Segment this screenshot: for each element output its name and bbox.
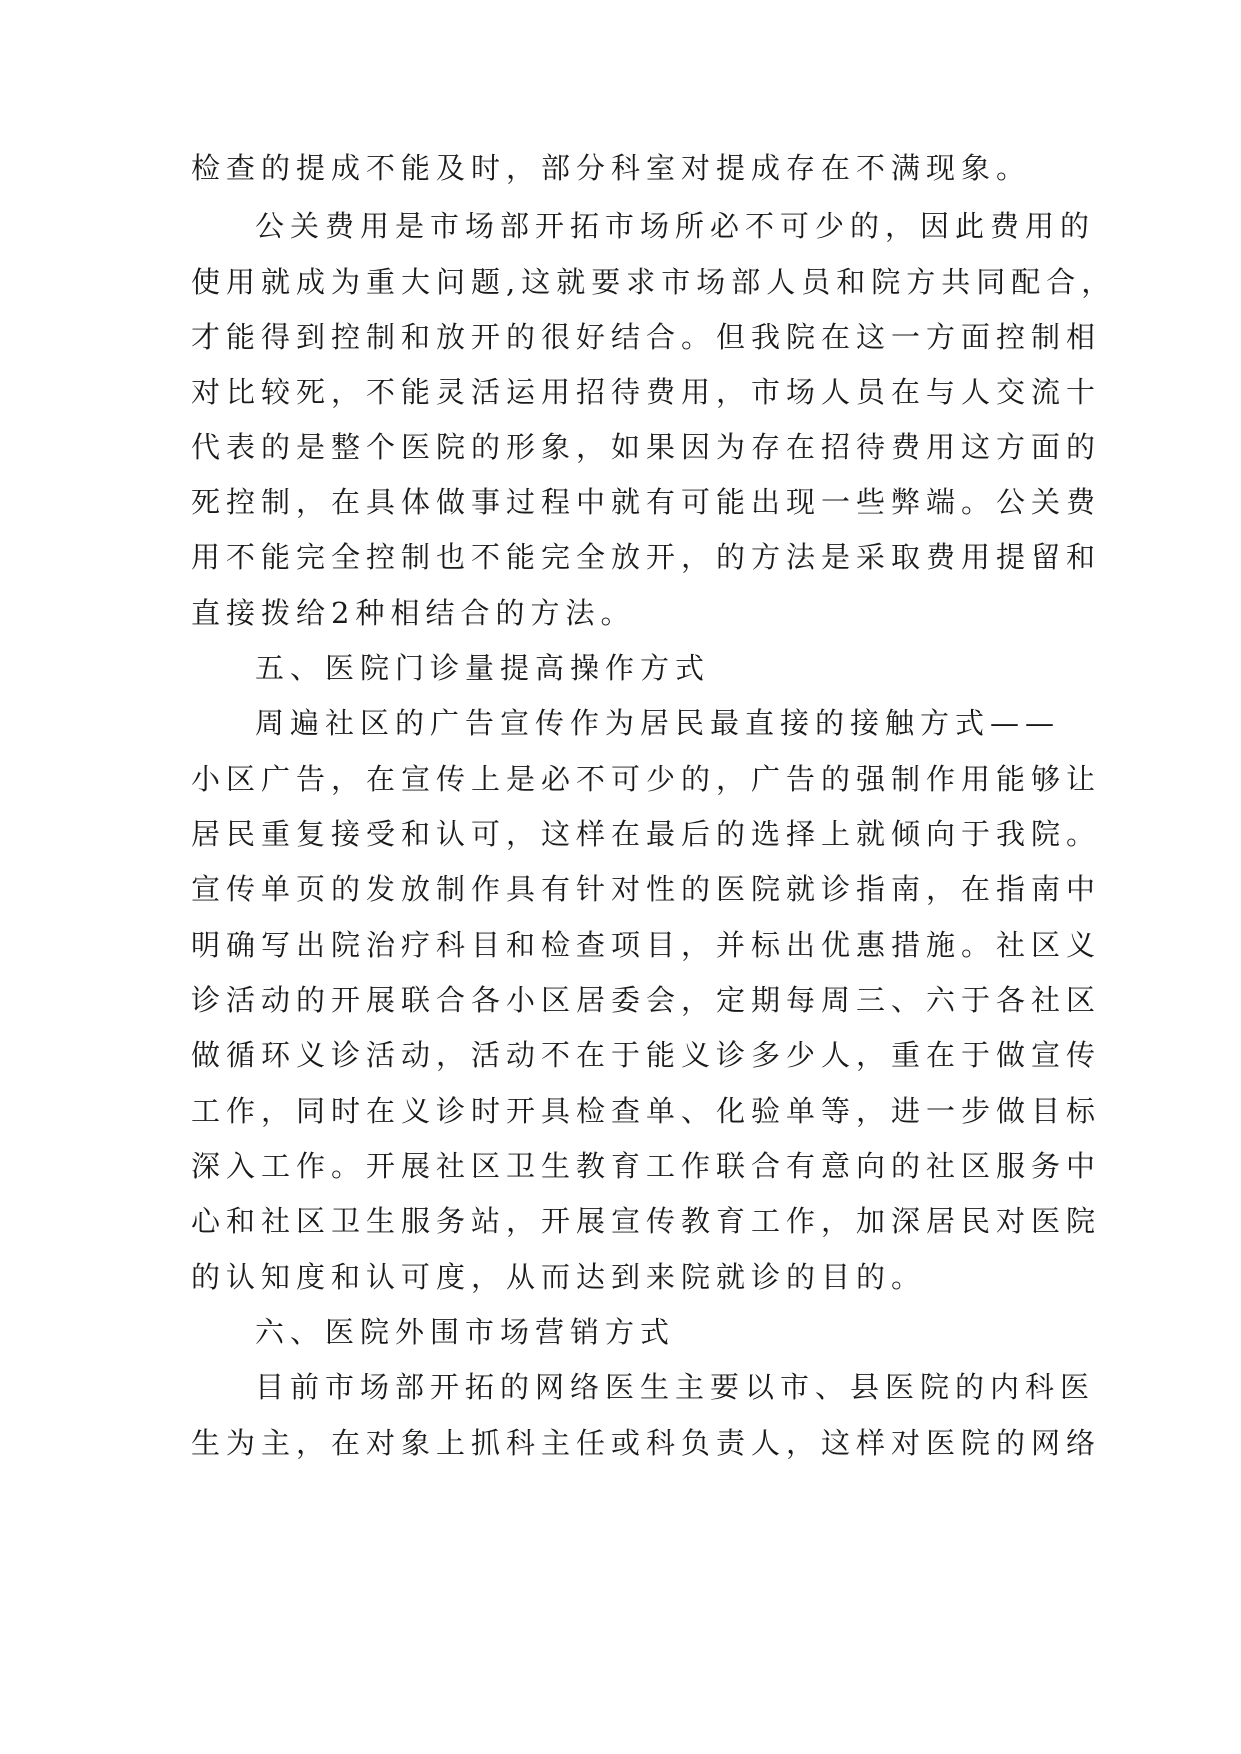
paragraph-line: 代表的是整个医院的形象，如果因为存在招待费用这方面的 [191, 430, 1102, 464]
paragraph-line: 诊活动的开展联合各小区居委会，定期每周三、六于各社区 [191, 983, 1102, 1017]
paragraph-line: 对比较死，不能灵活运用招待费用，市场人员在与人交流十 [191, 375, 1102, 409]
paragraph-line: 心和社区卫生服务站，开展宣传教育工作，加深居民对医院 [191, 1204, 1102, 1238]
paragraph-line: 公关费用是市场部开拓市场所必不可少的，因此费用的 [255, 209, 1096, 243]
section-heading: 五、医院门诊量提高操作方式 [255, 651, 711, 685]
paragraph-line: 才能得到控制和放开的很好结合。但我院在这一方面控制相 [191, 320, 1102, 354]
paragraph-line: 周遍社区的广告宣传作为居民最直接的接触方式—— [255, 706, 1061, 740]
paragraph-line: 目前市场部开拓的网络医生主要以市、县医院的内科医 [255, 1370, 1096, 1404]
paragraph-line: 小区广告，在宣传上是必不可少的，广告的强制作用能够让 [191, 762, 1102, 796]
paragraph-line: 明确写出院治疗科目和检查项目，并标出优惠措施。社区义 [191, 928, 1102, 962]
paragraph-line: 用不能完全控制也不能完全放开，的方法是采取费用提留和 [191, 540, 1102, 574]
paragraph-line: 做循环义诊活动，活动不在于能义诊多少人，重在于做宣传 [191, 1038, 1102, 1072]
paragraph-line: 检查的提成不能及时，部分科室对提成存在不满现象。 [191, 151, 1032, 185]
paragraph-line: 居民重复接受和认可，这样在最后的选择上就倾向于我院。 [191, 817, 1102, 851]
paragraph-line: 直接拨给2种相结合的方法。 [191, 596, 636, 630]
paragraph-line: 的认知度和认可度，从而达到来院就诊的目的。 [191, 1260, 927, 1294]
paragraph-line: 深入工作。开展社区卫生教育工作联合有意向的社区服务中 [191, 1149, 1102, 1183]
paragraph-line: 死控制，在具体做事过程中就有可能出现一些弊端。公关费 [191, 485, 1102, 519]
paragraph-line: 宣传单页的发放制作具有针对性的医院就诊指南，在指南中 [191, 872, 1102, 906]
paragraph-line: 工作，同时在义诊时开具检查单、化验单等，进一步做目标 [191, 1094, 1102, 1128]
paragraph-line: 使用就成为重大问题,这就要求市场部人员和院方共同配合， [191, 265, 1117, 299]
section-heading: 六、医院外围市场营销方式 [255, 1315, 676, 1349]
paragraph-line: 生为主，在对象上抓科主任或科负责人，这样对医院的网络 [191, 1426, 1102, 1460]
